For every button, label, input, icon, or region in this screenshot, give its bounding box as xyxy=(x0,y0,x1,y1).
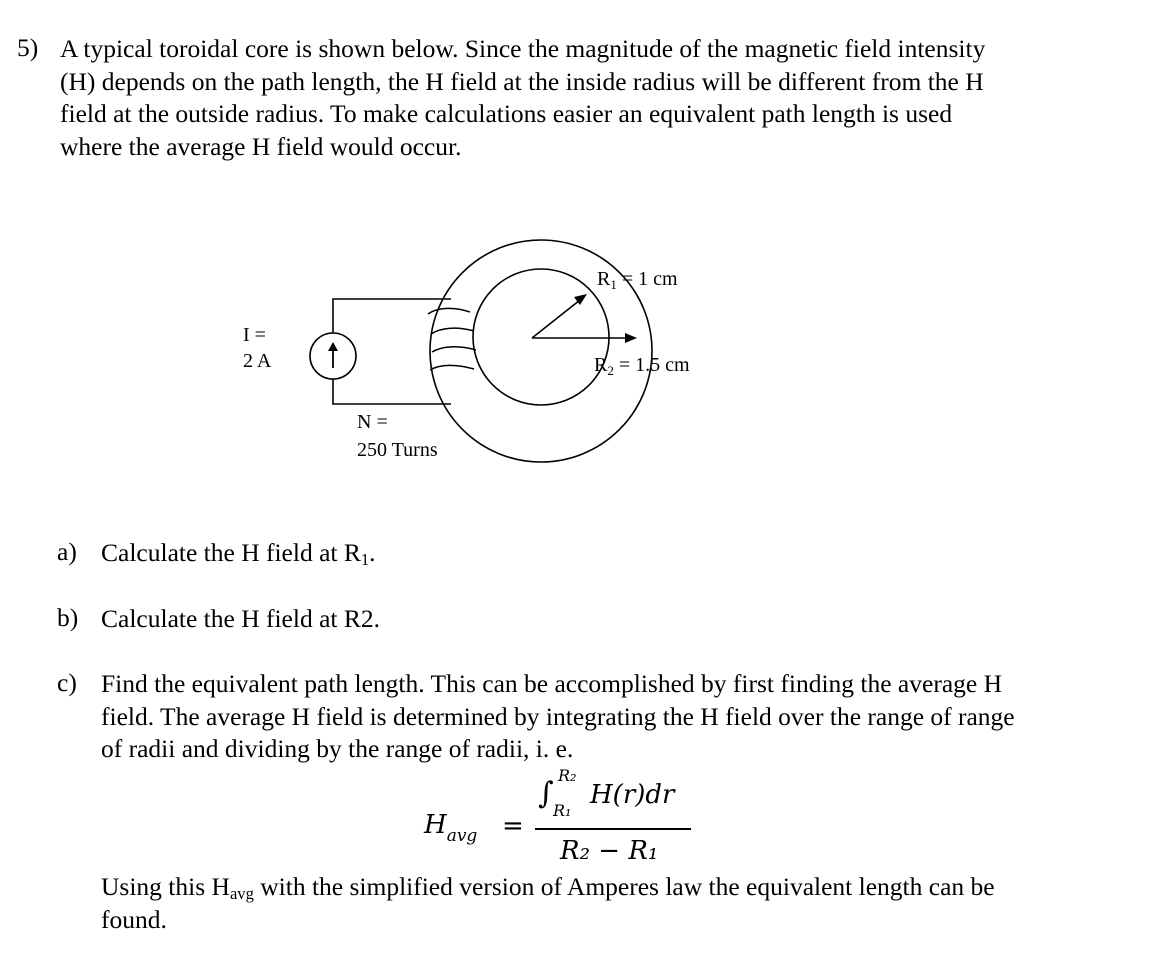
part-b-text: Calculate the H field at R2. xyxy=(101,604,380,633)
conclusion-subscript: avg xyxy=(229,884,254,903)
current-label-line: 2 A xyxy=(243,350,272,372)
part-c-label: c) xyxy=(57,668,77,697)
part-a-subscript: 1 xyxy=(360,550,370,569)
part-b-label: b) xyxy=(57,603,79,632)
equation-integrand: H(r)dr xyxy=(590,780,675,810)
integral-upper-limit: R₂ xyxy=(558,766,577,785)
conclusion-pre: Using this H xyxy=(101,872,230,901)
current-label-line: I = xyxy=(243,324,266,346)
part-c-text xyxy=(101,668,1151,766)
part-c-line: of radii and dividing by the range of radii, i. e. xyxy=(101,734,574,763)
turns-label-line: 250 Turns xyxy=(357,439,438,461)
question-line: A typical toroidal core is shown below. Since the magnitude of the magnetic field intensity xyxy=(60,34,986,63)
coil-winding xyxy=(431,328,474,334)
current-label xyxy=(243,322,271,374)
part-a-text xyxy=(101,537,1151,570)
fraction-bar xyxy=(535,828,691,830)
r2-subscript: 2 xyxy=(607,363,614,378)
r2-symbol: R xyxy=(594,354,608,376)
r1-value: = 1 cm xyxy=(616,268,678,290)
part-a-label: a) xyxy=(57,537,77,566)
equation-denominator: R₂ − R₁ xyxy=(560,836,659,866)
part-c-line: Find the equivalent path length. This can be accomplished by first finding the average H xyxy=(101,669,1002,698)
coil-winding xyxy=(430,365,474,370)
turns-label-line: N = xyxy=(357,411,388,433)
conclusion-text xyxy=(101,871,1151,936)
r1-symbol: R xyxy=(597,268,611,290)
r2-arrow-head xyxy=(625,333,637,343)
coil-winding xyxy=(432,347,476,352)
integral-lower-limit: R₁ xyxy=(553,801,572,820)
equation-equals: = xyxy=(502,811,524,841)
coil-winding xyxy=(428,308,470,314)
equation-lhs-subscript: avg xyxy=(446,826,478,846)
turns-label xyxy=(357,408,438,464)
conclusion-line xyxy=(101,871,1151,904)
r1-arrow-shaft xyxy=(532,300,580,338)
toroid-inner-circle xyxy=(473,269,609,405)
conclusion-post: with the simplified version of Amperes law the equivalent length can be xyxy=(253,872,995,901)
integral-sign: ∫ xyxy=(538,776,554,811)
part-a-line: Calculate the H field at R xyxy=(101,538,361,567)
r1-label xyxy=(597,268,678,291)
question-line: (H) depends on the path length, the H field at the inside radius will be different from the H xyxy=(60,66,984,96)
part-c-line: field. The average H field is determined by integrating the H field over the range of range xyxy=(101,701,1015,731)
r1-subscript: 1 xyxy=(610,277,617,292)
r2-value: = 1.5 cm xyxy=(613,354,690,376)
part-a-period: . xyxy=(369,538,376,567)
question-line: where the average H field would occur. xyxy=(60,131,462,161)
r2-label xyxy=(594,354,690,377)
conclusion-line: found. xyxy=(101,904,167,934)
equation-lhs xyxy=(424,810,478,846)
question-line: field at the outside radius. To make calculations easier an equivalent path length is used xyxy=(60,99,953,128)
question-number: 5) xyxy=(17,33,39,62)
equation-lhs-symbol: H xyxy=(424,810,447,840)
